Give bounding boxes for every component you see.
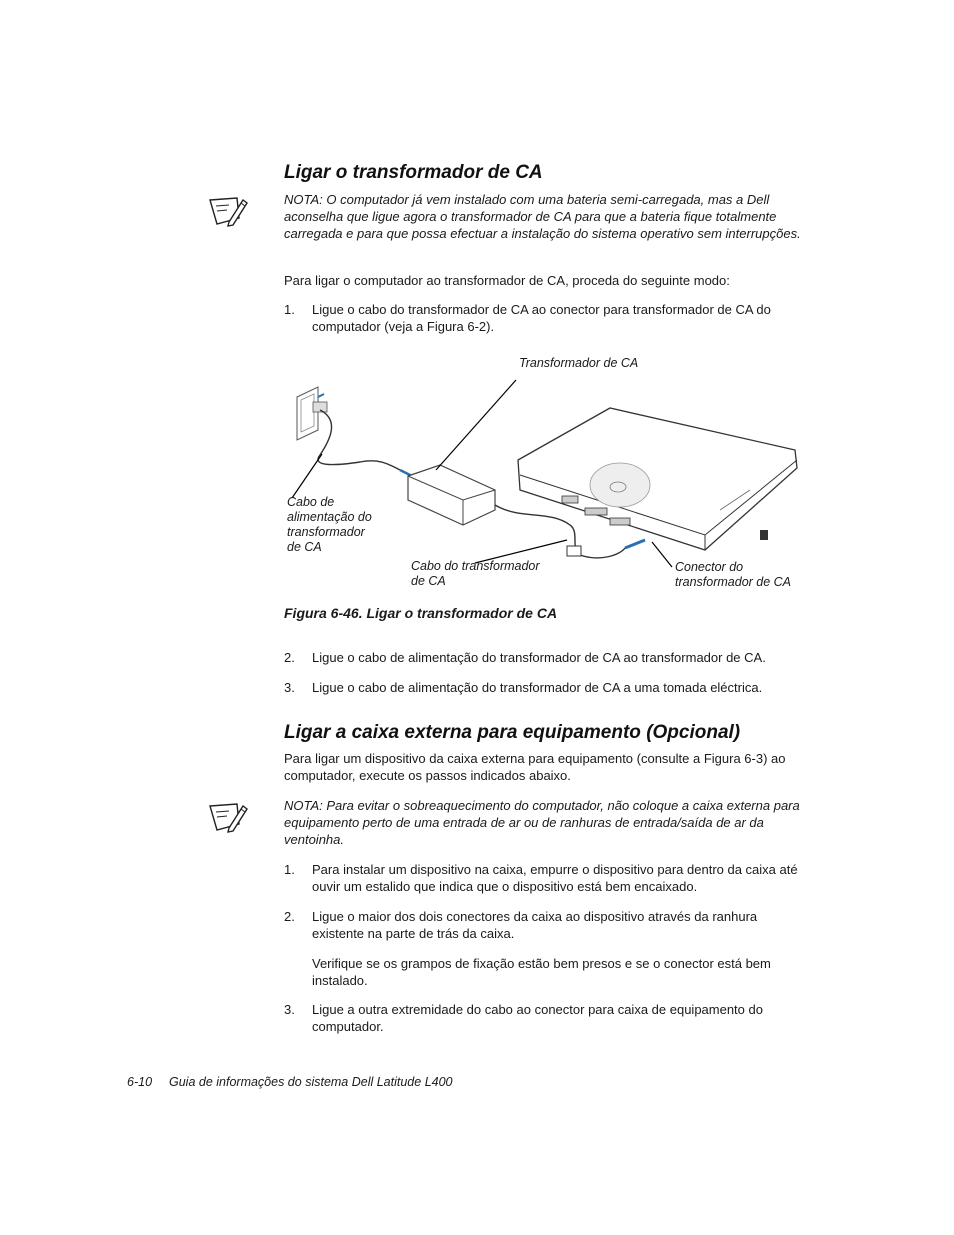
step-text: Ligue o maior dos dois conectores da caixa ao dispositivo através da ranhura existente na parte de trás da caixa. <box>312 909 758 941</box>
step-number: 1. <box>284 862 295 877</box>
step-text: Ligue a outra extremidade do cabo ao conector para caixa de equipamento do computador. <box>312 1002 763 1034</box>
bay-step-1 <box>284 861 814 897</box>
label-adapter-connector: Conector do transformador de CA <box>675 560 792 589</box>
step-text: Verifique se os grampos de fixação estão bem presos e se o conector está bem instalado. <box>312 956 771 988</box>
label-adapter-cable: Cabo do transformador de CA <box>411 559 540 588</box>
step-2 <box>284 649 814 667</box>
bay-step-2-note <box>284 955 814 991</box>
step-text: Para instalar um dispositivo na caixa, empurre o dispositivo para dentro da caixa até ouvir um estalido que indica que o dispositivo está bem encaixado. <box>312 862 798 894</box>
step-number: 1. <box>284 302 295 317</box>
note-pencil-icon <box>207 800 249 834</box>
bay-step-3 <box>284 1001 814 1037</box>
section-heading-ac-adapter: Ligar o transformador de CA <box>284 162 543 183</box>
note-battery: NOTA: O computador já vem instalado com uma bateria semi-carregada, mas a Dell aconselha que ligue agora o transformador de CA para que a bateria fique totalmente carregada e para que possa efectuar a instalação do sistema operativo sem interrupções. <box>284 192 801 241</box>
step-number: 2. <box>284 909 295 924</box>
step-1 <box>284 301 814 337</box>
bay-step-2 <box>284 908 814 944</box>
figure-leader-lines <box>280 350 820 595</box>
footer-page-number: 6-10 <box>127 1075 153 1089</box>
figure-ac-adapter <box>280 350 820 595</box>
step-text: Ligue o cabo de alimentação do transformador de CA ao transformador de CA. <box>312 650 766 665</box>
note-overheating: NOTA: Para evitar o sobreaquecimento do computador, não coloque a caixa externa para equipamento perto de uma entrada de ar ou de ranhuras de entrada/saída de ar da ventoinha. <box>284 798 800 847</box>
label-ac-adapter: Transformador de CA <box>519 356 639 370</box>
note-pencil-icon <box>207 194 249 228</box>
intro-paragraph-external-bay: Para ligar um dispositivo da caixa externa para equipamento (consulte a Figura 6-3) ao computador, execute os passos indicados abaixo. <box>284 751 786 783</box>
label-power-cable: Cabo de alimentação do transformador de CA <box>287 495 372 554</box>
step-3 <box>284 679 814 697</box>
step-text: Ligue o cabo do transformador de CA ao conector para transformador de CA do computador (veja a Figura 6-2). <box>312 302 771 334</box>
section-heading-external-bay: Ligar a caixa externa para equipamento (Opcional) <box>284 722 741 743</box>
intro-paragraph: Para ligar o computador ao transformador de CA, proceda do seguinte modo: <box>284 273 730 288</box>
step-number: 2. <box>284 650 295 665</box>
figure-caption: Figura 6-46. Ligar o transformador de CA <box>284 605 558 621</box>
step-number: 3. <box>284 1002 295 1017</box>
step-text: Ligue o cabo de alimentação do transformador de CA a uma tomada eléctrica. <box>312 680 763 695</box>
footer <box>127 1075 453 1089</box>
step-number: 3. <box>284 680 295 695</box>
footer-title: Guia de informações do sistema Dell Latitude L400 <box>169 1075 453 1089</box>
